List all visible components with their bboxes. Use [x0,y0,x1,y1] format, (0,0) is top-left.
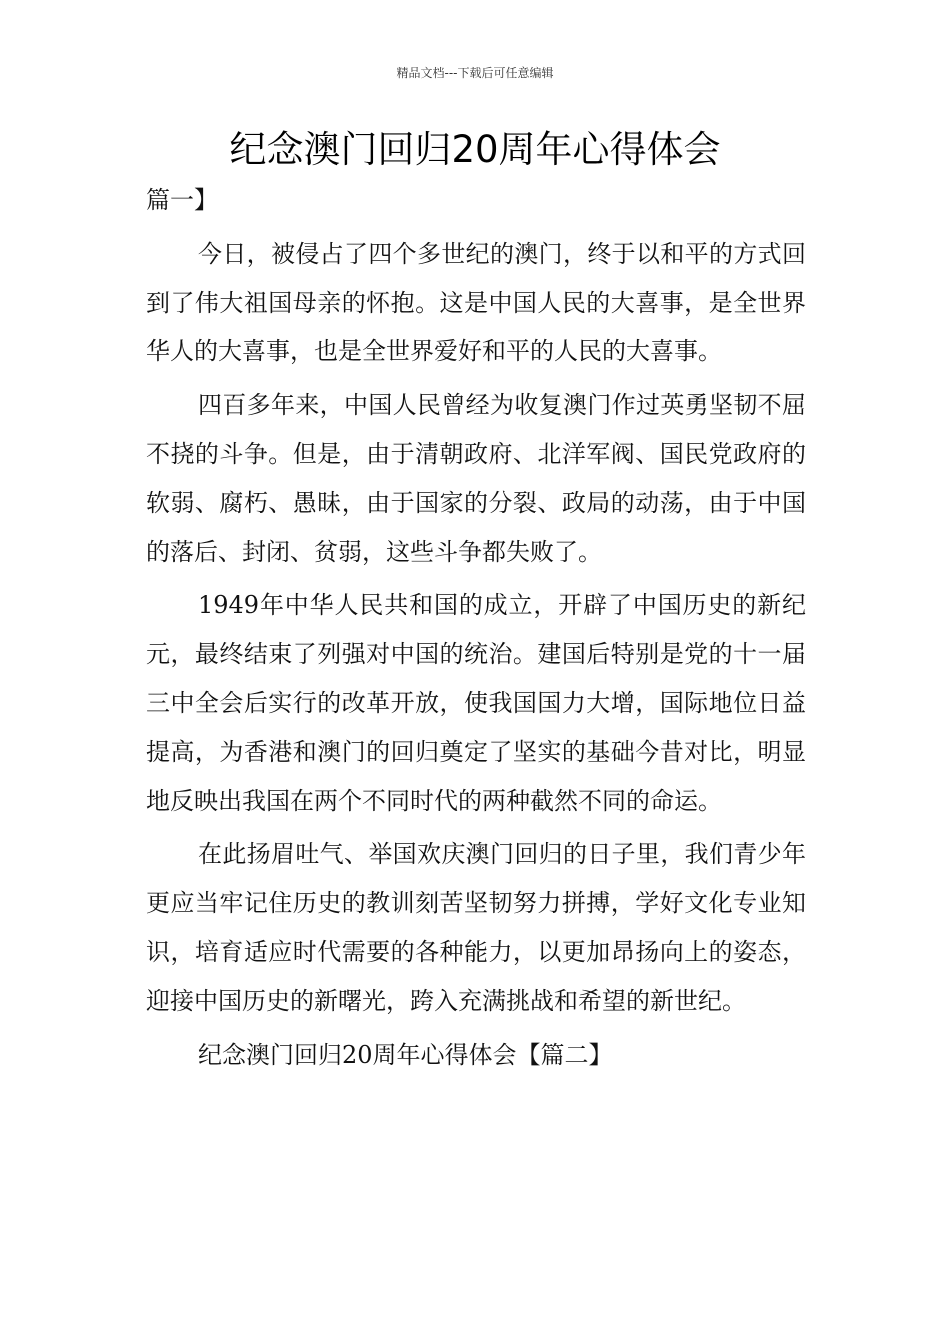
paragraph-4: 在此扬眉吐气、举国欢庆澳门回归的日子里，我们青少年更应当牢记住历史的教训刻苦坚韧努力拼搏，学好文化专业知识，培育适应时代需要的各种能力，以更加昂扬向上的姿态，迎接中国历史的新曙光，跨入充满挑战和希望的新世纪。 [146,840,806,1015]
paragraph-2: 四百多年来，中国人民曾经为收复澳门作过英勇坚韧不屈不挠的斗争。但是，由于清朝政府、北洋军阀、国民党政府的软弱、腐朽、愚昧，由于国家的分裂、政局的动荡，由于中国的落后、封闭、贫弱，这些斗争都失败了。 [146,391,806,566]
paragraph-1: 今日，被侵占了四个多世纪的澳门，终于以和平的方式回到了伟大祖国母亲的怀抱。这是中国人民的大喜事，是全世界华人的大喜事，也是全世界爱好和平的人民的大喜事。 [146,239,806,366]
document-title: 纪念澳门回归20周年心得体会 [229,128,721,171]
document-body [146,176,806,1079]
paragraph-3: 1949年中华人民共和国的成立，开辟了中国历史的新纪元，最终结束了列强对中国的统治。建国后特别是党的十一届三中全会后实行的改革开放，使我国国力大增，国际地位日益提高，为香港和澳门的回归奠定了坚实的基础今昔对比，明显地反映出我国在两个不同时代的两种截然不同的命运。 [146,591,806,815]
section-label: 篇一】 [146,186,218,214]
header-note: 精品文档---下载后可任意编辑 [396,66,554,80]
section-heading-2: 纪念澳门回归20周年心得体会【篇二】 [198,1040,613,1069]
